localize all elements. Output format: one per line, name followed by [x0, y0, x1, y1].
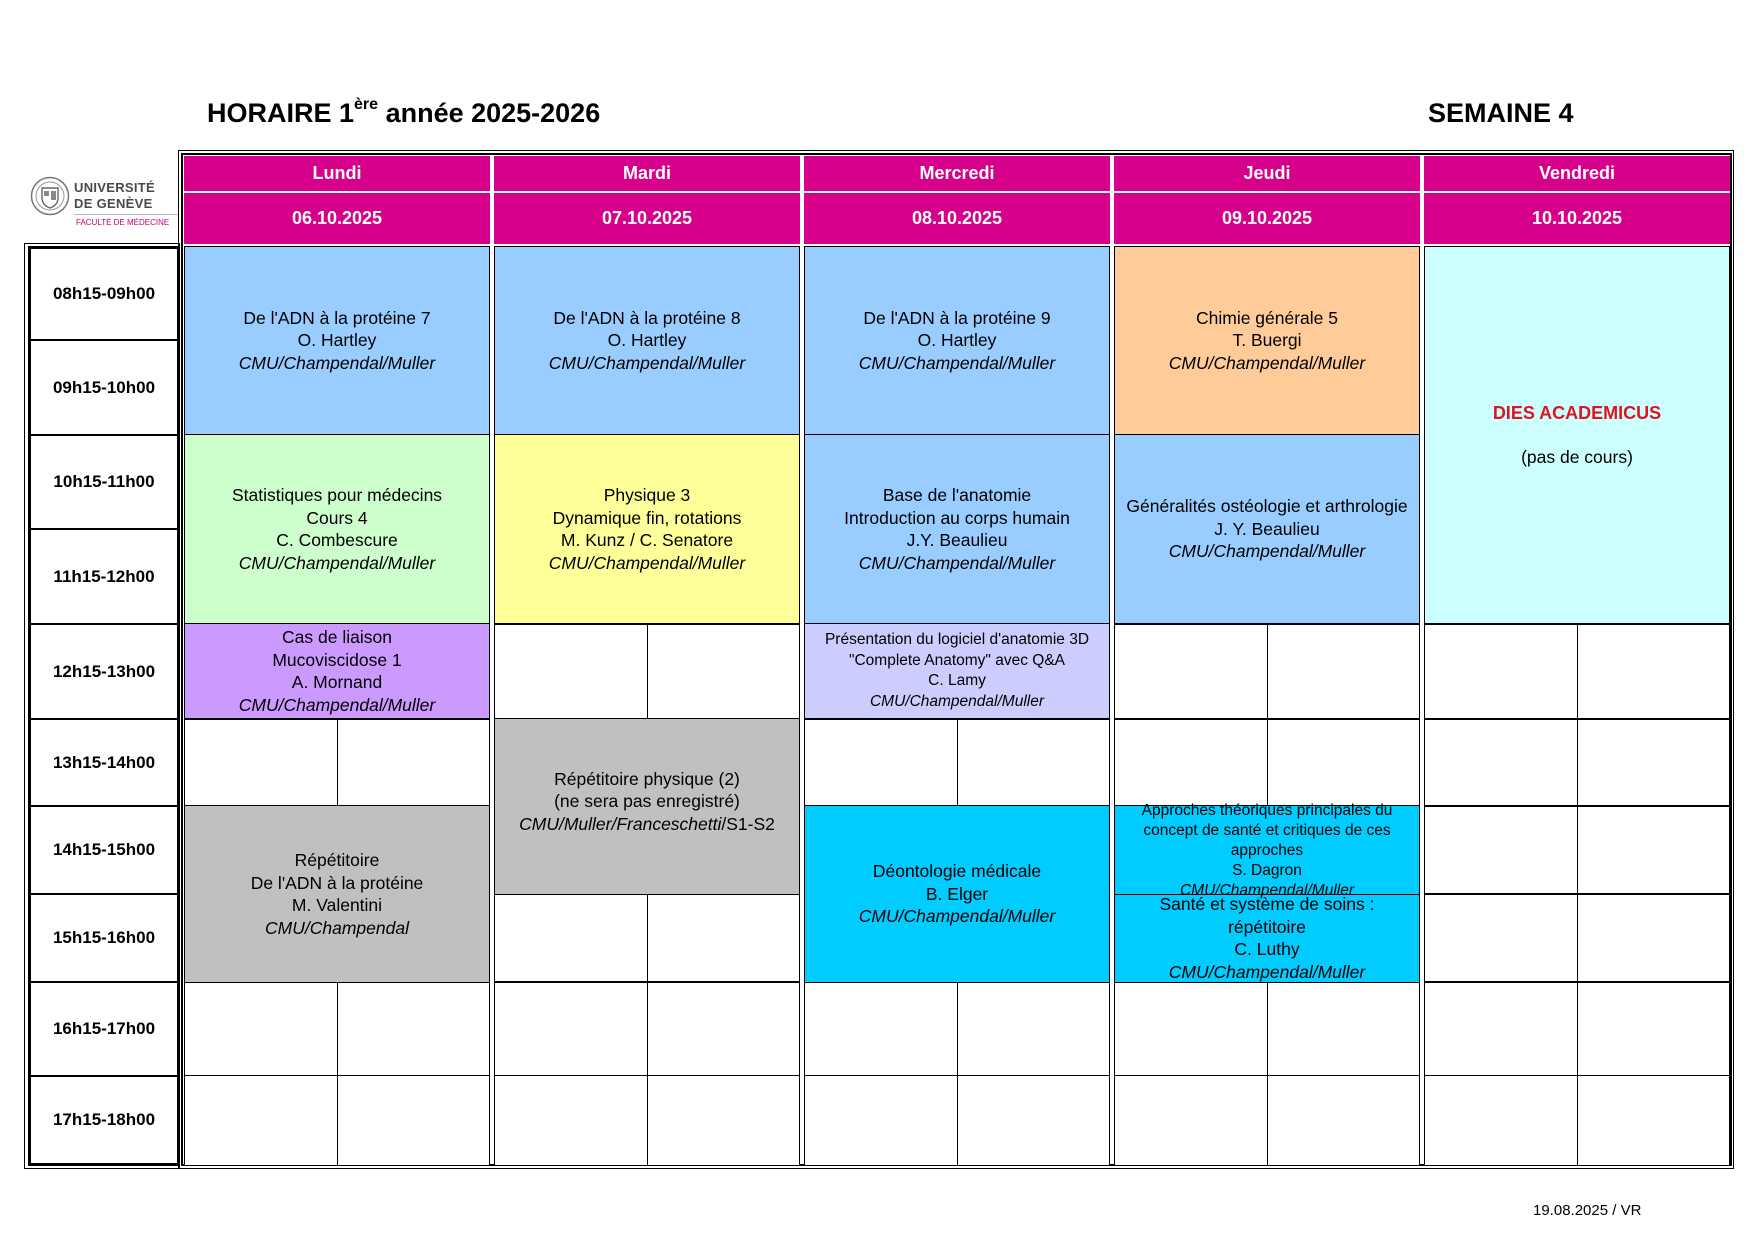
empty-cell: [1577, 806, 1730, 894]
empty-cell: [337, 1075, 490, 1166]
footer-date: 19.08.2025 / VR: [1533, 1202, 1642, 1219]
course-block-statistiques[interactable]: [184, 434, 490, 624]
empty-cell: [184, 1075, 338, 1166]
time-slot-label: 10h15-11h00: [30, 435, 178, 529]
course-title: Base de l'anatomie: [882, 485, 1032, 505]
course-teacher: J. Y. Beaulieu: [1214, 518, 1320, 539]
time-slot-label: 17h15-18h00: [30, 1076, 178, 1164]
empty-cell: [1424, 719, 1578, 806]
course-subtitle: (ne sera pas enregistré): [554, 791, 740, 812]
time-slot-label: 14h15-15h00: [30, 806, 178, 894]
date-header-monday: 06.10.2025: [184, 191, 490, 244]
course-block-physique-3[interactable]: [494, 434, 800, 624]
empty-cell: [1424, 624, 1578, 719]
course-teacher: B. Elger: [925, 883, 989, 904]
empty-cell: [1114, 1075, 1268, 1166]
course-room: CMU/Muller/Franceschetti: [519, 813, 722, 834]
empty-cell: [1577, 894, 1730, 982]
course-title: Généralités ostéologie et arthrologie: [1126, 496, 1408, 517]
time-slot-label: 08h15-09h00: [30, 248, 178, 340]
course-room: CMU/Champendal/Muller: [238, 694, 436, 715]
course-room: CMU/Champendal/Muller: [1179, 882, 1354, 899]
course-block-repetitoire-adn[interactable]: [184, 805, 490, 983]
empty-cell: [804, 719, 958, 806]
course-subtitle: répétitoire: [1228, 916, 1306, 937]
course-teacher: O. Hartley: [297, 330, 377, 351]
course-block-cas-de-liaison[interactable]: [184, 623, 490, 719]
time-slot-label: 12h15-13h00: [30, 624, 178, 719]
course-teacher: C. Luthy: [1234, 939, 1300, 959]
empty-cell: [1114, 624, 1268, 719]
empty-cell: [804, 982, 958, 1076]
empty-cell: [1267, 1075, 1420, 1166]
empty-cell: [957, 1075, 1110, 1166]
course-block-complete-anatomy[interactable]: [804, 623, 1110, 719]
course-teacher: O. Hartley: [607, 330, 687, 351]
date-header-thursday: 09.10.2025: [1114, 191, 1420, 244]
date-header-tuesday: 07.10.2025: [494, 191, 800, 244]
course-block-deontologie[interactable]: [804, 805, 1110, 983]
course-subtitle-2: approches: [1230, 842, 1304, 859]
course-block-repetitoire-physique[interactable]: [494, 718, 800, 895]
empty-cell: [1114, 719, 1268, 806]
empty-cell: [1577, 982, 1730, 1076]
page-title: HORAIRE 1ère année 2025-2026: [207, 96, 601, 128]
dies-academicus-note: (pas de cours): [1521, 447, 1633, 467]
course-teacher: S. Dagron: [1232, 862, 1302, 879]
course-title: Santé et système de soins :: [1159, 894, 1375, 914]
approches-text: [1114, 800, 1420, 901]
logo-divider: [74, 214, 178, 215]
date-header-friday: 10.10.2025: [1424, 191, 1730, 244]
course-block-osteologie[interactable]: [1114, 434, 1420, 624]
logo-line-2: DE GENÈVE: [74, 196, 153, 211]
empty-cell: [647, 894, 800, 982]
time-slot-label: 16h15-17h00: [30, 982, 178, 1076]
course-subtitle: Cours 4: [306, 507, 368, 528]
empty-cell: [1114, 982, 1268, 1076]
course-title: Répétitoire physique (2): [554, 768, 740, 789]
time-slot-label: 09h15-10h00: [30, 340, 178, 435]
empty-cell: [494, 624, 648, 719]
empty-cell: [337, 719, 490, 806]
date-header-wednesday: 08.10.2025: [804, 191, 1110, 244]
empty-cell: [494, 982, 648, 1076]
course-teacher: O. Hartley: [917, 330, 997, 351]
empty-cell: [184, 719, 338, 806]
empty-cell: [494, 1075, 648, 1166]
time-slot-label: 13h15-14h00: [30, 719, 178, 806]
course-teacher: J.Y. Beaulieu: [906, 530, 1008, 550]
course-title: Répétitoire: [294, 850, 380, 870]
sante-text: [1114, 893, 1420, 985]
dies-academicus-block[interactable]: [1424, 246, 1730, 624]
logo-line-1: UNIVERSITÉ: [74, 180, 156, 195]
course-block-base-anatomie[interactable]: [804, 434, 1110, 624]
course-subtitle: Dynamique fin, rotations: [552, 507, 742, 528]
course-title: Déontologie médicale: [872, 861, 1042, 882]
course-teacher: M. Kunz / C. Senatore: [560, 530, 734, 550]
course-title: Statistiques pour médecins: [231, 485, 443, 505]
course-title: De l'ADN à la protéine 7: [243, 307, 431, 328]
course-title: De l'ADN à la protéine 9: [863, 307, 1051, 328]
course-room: CMU/Champendal/Muller: [548, 352, 746, 373]
day-header-friday: Vendredi: [1424, 156, 1730, 191]
course-subtitle: Introduction au corps humain: [844, 507, 1070, 528]
course-room: CMU/Champendal/Muller: [1168, 961, 1366, 982]
course-room-line: [519, 813, 775, 836]
empty-cell: [957, 719, 1110, 806]
empty-cell: [1267, 982, 1420, 1076]
empty-cell: [1424, 1075, 1578, 1166]
course-room-suffix: /S1-S2: [721, 813, 775, 834]
empty-cell: [494, 894, 648, 982]
empty-cell: [1424, 894, 1578, 982]
empty-cell: [337, 982, 490, 1076]
empty-cell: [1577, 719, 1730, 806]
day-header-wednesday: Mercredi: [804, 156, 1110, 191]
course-teacher: M. Valentini: [291, 895, 383, 915]
empty-cell: [1577, 624, 1730, 719]
university-logo: [30, 174, 180, 230]
course-room: CMU/Champendal/Muller: [1168, 352, 1366, 373]
course-title: De l'ADN à la protéine 8: [553, 307, 741, 328]
course-title: Cas de liaison: [282, 627, 392, 647]
empty-cell: [647, 624, 800, 719]
day-header-tuesday: Mardi: [494, 156, 800, 191]
day-header-monday: Lundi: [184, 156, 490, 191]
empty-cell: [184, 982, 338, 1076]
time-slot-label: 15h15-16h00: [30, 894, 178, 982]
course-room: CMU/Champendal/Muller: [858, 352, 1056, 373]
university-seal-icon: [30, 176, 70, 216]
day-header-thursday: Jeudi: [1114, 156, 1420, 191]
dies-academicus-title: DIES ACADEMICUS: [1492, 402, 1662, 423]
course-room: CMU/Champendal/Muller: [238, 352, 436, 373]
course-subtitle: concept de santé et critiques de ces: [1143, 822, 1391, 839]
empty-cell: [1424, 982, 1578, 1076]
course-room: CMU/Champendal/Muller: [858, 552, 1056, 573]
course-title: Présentation du logiciel d'anatomie 3D: [824, 631, 1090, 648]
course-room: CMU/Champendal/Muller: [548, 552, 746, 573]
course-room: CMU/Champendal: [265, 917, 409, 938]
course-block-adn-9[interactable]: [804, 246, 1110, 435]
course-room: CMU/Champendal/Muller: [238, 552, 436, 573]
empty-cell: [1577, 1075, 1730, 1166]
course-room: CMU/Champendal/Muller: [858, 906, 1056, 927]
empty-cell: [1267, 624, 1420, 719]
logo-line-3: FACULTÉ DE MÉDECINE: [76, 218, 170, 227]
course-block-adn-7[interactable]: [184, 246, 490, 435]
course-room: CMU/Champendal/Muller: [869, 692, 1044, 710]
course-teacher: T. Buergi: [1232, 330, 1302, 351]
week-label: SEMAINE 4: [1428, 98, 1574, 128]
empty-cell: [957, 982, 1110, 1076]
course-teacher: A. Mornand: [291, 672, 383, 692]
course-room: CMU/Champendal/Muller: [1168, 541, 1366, 562]
course-subtitle: "Complete Anatomy" avec Q&A: [848, 651, 1066, 669]
course-title: Chimie générale 5: [1195, 307, 1339, 328]
empty-cell: [647, 982, 800, 1076]
course-teacher: C. Combescure: [276, 530, 398, 550]
empty-cell: [1424, 806, 1578, 894]
course-block-adn-8[interactable]: [494, 246, 800, 435]
empty-cell: [647, 1075, 800, 1166]
course-title: Approches théoriques principales du: [1141, 802, 1393, 819]
time-slot-label: 11h15-12h00: [30, 529, 178, 624]
course-subtitle: Mucoviscidose 1: [272, 649, 402, 670]
course-block-chimie-5[interactable]: [1114, 246, 1420, 435]
course-title: Physique 3: [603, 485, 691, 505]
course-subtitle: De l'ADN à la protéine: [250, 872, 424, 893]
empty-cell: [804, 1075, 958, 1166]
course-teacher: C. Lamy: [928, 672, 986, 689]
empty-cell: [1267, 719, 1420, 806]
